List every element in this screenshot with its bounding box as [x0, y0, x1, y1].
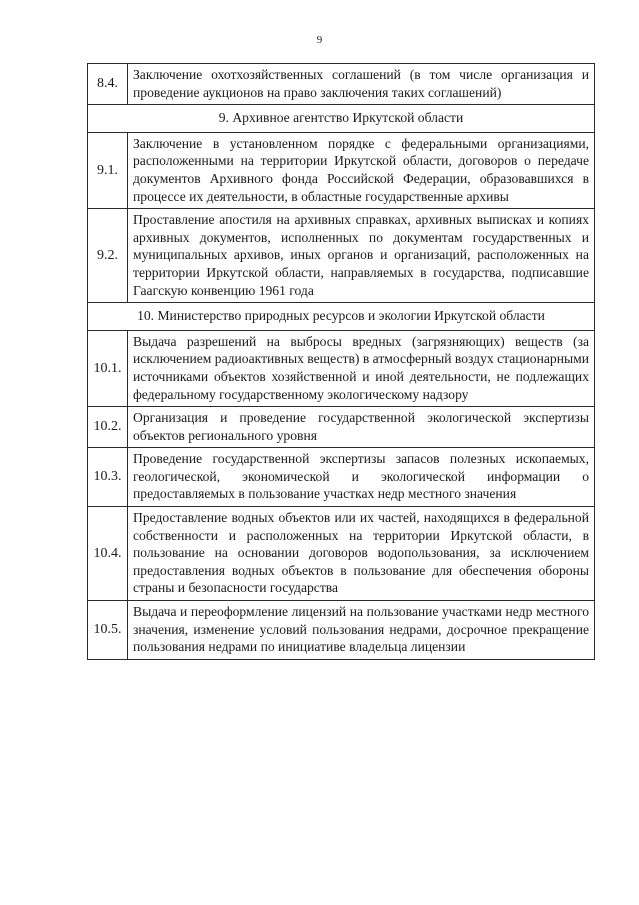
item-description: Проведение государственной экспертизы запасов полезных ископаемых, геологической, экономической и экологической информации о предоставляемых в пользование участках недр местного значения: [128, 448, 595, 507]
item-number: 10.4.: [88, 507, 128, 601]
item-description: Заключение охотхозяйственных соглашений (в том числе организация и проведение аукционов на право заключения таких соглашений): [128, 64, 595, 105]
page-number: 9: [316, 34, 323, 46]
item-number: 9.2.: [88, 209, 128, 303]
item-number: 10.2.: [88, 407, 128, 448]
item-number: 8.4.: [88, 64, 128, 105]
item-number: 9.1.: [88, 132, 128, 208]
table-row: [88, 209, 595, 303]
table-row: [88, 507, 595, 601]
item-number: 10.1.: [88, 330, 128, 406]
item-number: 10.3.: [88, 448, 128, 507]
section-title: 10. Министерство природных ресурсов и экологии Иркутской области: [88, 303, 595, 331]
section-header-row: [88, 303, 595, 331]
item-number: 10.5.: [88, 601, 128, 660]
table-row: [88, 448, 595, 507]
item-description: Организация и проведение государственной экологической экспертизы объектов регионального уровня: [128, 407, 595, 448]
table-row: [88, 330, 595, 406]
services-table: [87, 63, 595, 660]
table-row: [88, 407, 595, 448]
item-description: Проставление апостиля на архивных справках, архивных выписках и копиях архивных документов, исполненных по документам государственных и муниципальных архивов, иных органов и организаций, расположенных на территории Иркутской области, направляемых в государства, подписавшие Гаагскую конвенцию 1961 года: [128, 209, 595, 303]
section-title: 9. Архивное агентство Иркутской области: [88, 105, 595, 133]
item-description: Выдача и переоформление лицензий на пользование участками недр местного значения, изменение условий пользования недрами, досрочное прекращение пользования недрами по инициативе владельца лицензии: [128, 601, 595, 660]
section-header-row: [88, 105, 595, 133]
item-description: Заключение в установленном порядке с федеральными организациями, расположенными на территории Иркутской области, договоров о передаче документов Архивного фонда Российской Федерации, образовавшихся в процессе их деятельности, в областные государственные архивы: [128, 132, 595, 208]
item-description: Выдача разрешений на выбросы вредных (загрязняющих) веществ (за исключением радиоактивных веществ) в атмосферный воздух стационарными источниками объектов хозяйственной и иной деятельности, не подлежащих федеральному государственному экологическому надзору: [128, 330, 595, 406]
services-table-body: [88, 64, 595, 660]
table-row: [88, 64, 595, 105]
item-description: Предоставление водных объектов или их частей, находящихся в федеральной собственности и расположенных на территории Иркутской области, в пользование на основании договоров водопользования, за исключением предоставления водных объектов в пользование для обеспечения обороны страны и безопасности государства: [128, 507, 595, 601]
table-row: [88, 132, 595, 208]
table-row: [88, 601, 595, 660]
